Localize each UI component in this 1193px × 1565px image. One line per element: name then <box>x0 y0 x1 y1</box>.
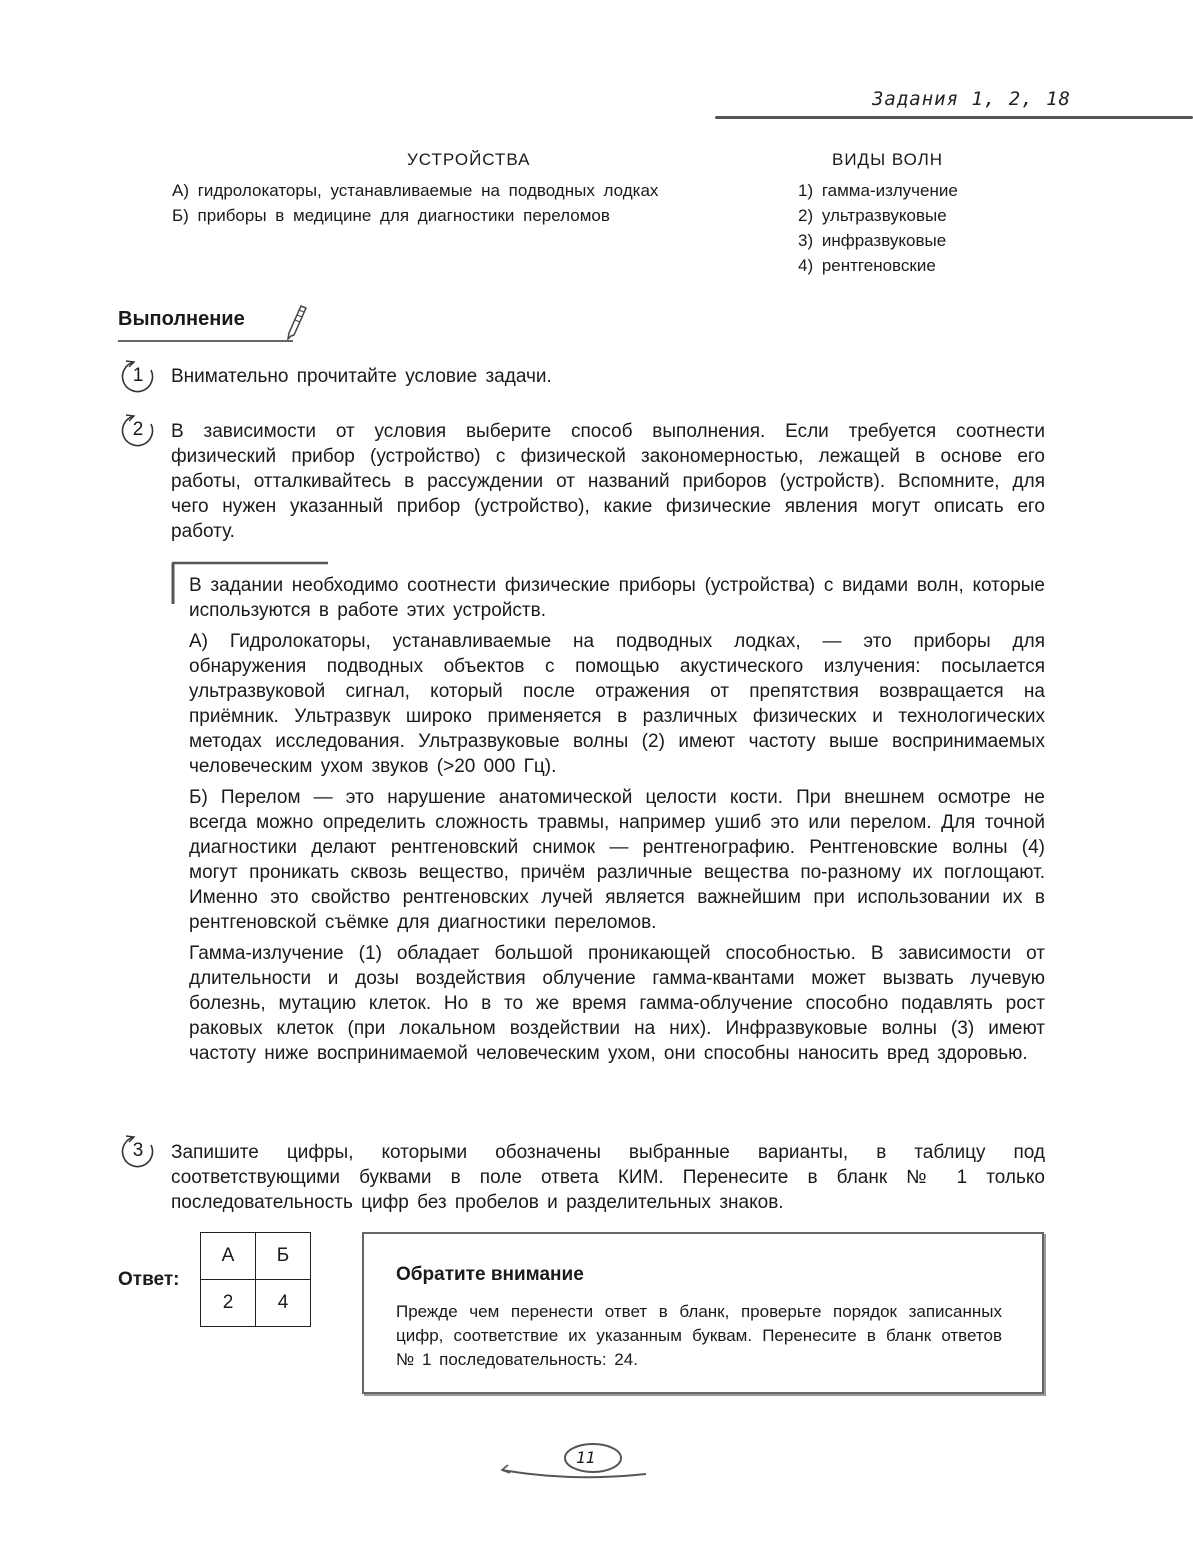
explanation-block <box>189 573 1045 1066</box>
wave-item-4: 4) рентгеновские <box>798 256 936 275</box>
step-3-text: Запишите цифры, которыми обозначены выбранные варианты, в таблицу под соответствующими буквами в поле ответа КИМ. Перенесите в бланк № 1 только последовательность цифр без пробелов и разделительных знаков. <box>171 1142 1045 1213</box>
section-title: Выполнение <box>118 308 245 330</box>
answer-header-a: А <box>201 1233 256 1280</box>
devices-list <box>172 178 658 228</box>
device-item-b: Б) приборы в медицине для диагностики переломов <box>172 206 610 225</box>
step-number-1: 1 <box>120 358 156 394</box>
device-item-a: А) гидролокаторы, устанавливаемые на подводных лодках <box>172 181 659 200</box>
page-number-swoosh <box>500 1440 650 1482</box>
note-box <box>362 1232 1044 1394</box>
devices-heading: УСТРОЙСТВА <box>407 150 531 169</box>
explanation-intro: В задании необходимо соотнести физические приборы (устройства) с видами волн, которые используются в работе этих устройств. <box>189 575 1045 621</box>
header-divider <box>715 116 1193 119</box>
answer-table <box>200 1232 311 1327</box>
answer-value-b: 4 <box>256 1280 311 1327</box>
note-title: Обратите внимание <box>396 1264 584 1285</box>
waves-list <box>798 178 958 278</box>
explanation-a: А) Гидролокаторы, устанавливаемые на подводных лодках, — это приборы для обнаружения подводных объектов с помощью акустического излучения: посылается ультразвуковой сигнал, который после отражения от препятствия возвращается на приёмник. Ультразвук широко применяется в различных физических и технологических методах исследования. Ультразвуковые волны (2) имеют частоту выше воспринимаемых человеческим ухом звуков (>20 000 Гц). <box>189 631 1045 777</box>
explanation-other: Гамма-излучение (1) обладает большой проникающей способностью. В зависимости от длительности и дозы воздействия облучение гамма-квантами может вызвать лучевую болезнь, мутацию клеток. Но в то же время гамма-облучение способно подавлять рост раковых клеток (при локальном воздействии на них). Инфразвуковые волны (3) имеют частоту ниже воспринимаемой человеческим ухом, они способны наносить вред здоровью. <box>189 943 1045 1064</box>
step-1-text: Внимательно прочитайте условие задачи. <box>171 366 552 387</box>
pencil-icon <box>283 302 309 340</box>
answer-label: Ответ: <box>118 1269 180 1290</box>
step-number-2: 2 <box>120 412 156 448</box>
wave-item-2: 2) ультразвуковые <box>798 206 947 225</box>
header-title: Задания 1, 2, 18 <box>871 88 1071 110</box>
wave-item-3: 3) инфразвуковые <box>798 231 947 250</box>
section-underline <box>118 340 293 342</box>
step-2-text: В зависимости от условия выберите способ выполнения. Если требуется соотнести физический прибор (устройство) с физической закономерностью, лежащей в основе его работы, отталкивайтесь в рассуждении от названий приборов (устройств). Вспомните, для чего нужен указанный прибор (устройство), какие физические явления могут описать его работу. <box>171 421 1045 542</box>
step-number-3: 3 <box>120 1133 156 1169</box>
answer-value-a: 2 <box>201 1280 256 1327</box>
note-text: Прежде чем перенести ответ в бланк, проверьте порядок записанных цифр, соответствие их указанным буквам. Перенесите в бланк ответов № 1 последовательность: 24. <box>396 1302 1002 1369</box>
wave-item-1: 1) гамма-излучение <box>798 181 958 200</box>
explanation-b: Б) Перелом — это нарушение анатомической целости кости. При внешнем осмотре не всегда можно определить сложность травмы, например ушиб это или перелом. Для точной диагностики делают рентгеновский снимок — рентгенографию. Рентгеновские волны (4) могут проникать сквозь вещество, причём различные вещества по-разному их поглощают. Именно это свойство рентгеновских лучей является важнейшим при использовании их в рентгеновской съёмке для диагностики переломов. <box>189 787 1045 933</box>
answer-header-b: Б <box>256 1233 311 1280</box>
waves-heading: ВИДЫ ВОЛН <box>832 150 944 169</box>
page-number: 11 <box>576 1448 596 1467</box>
